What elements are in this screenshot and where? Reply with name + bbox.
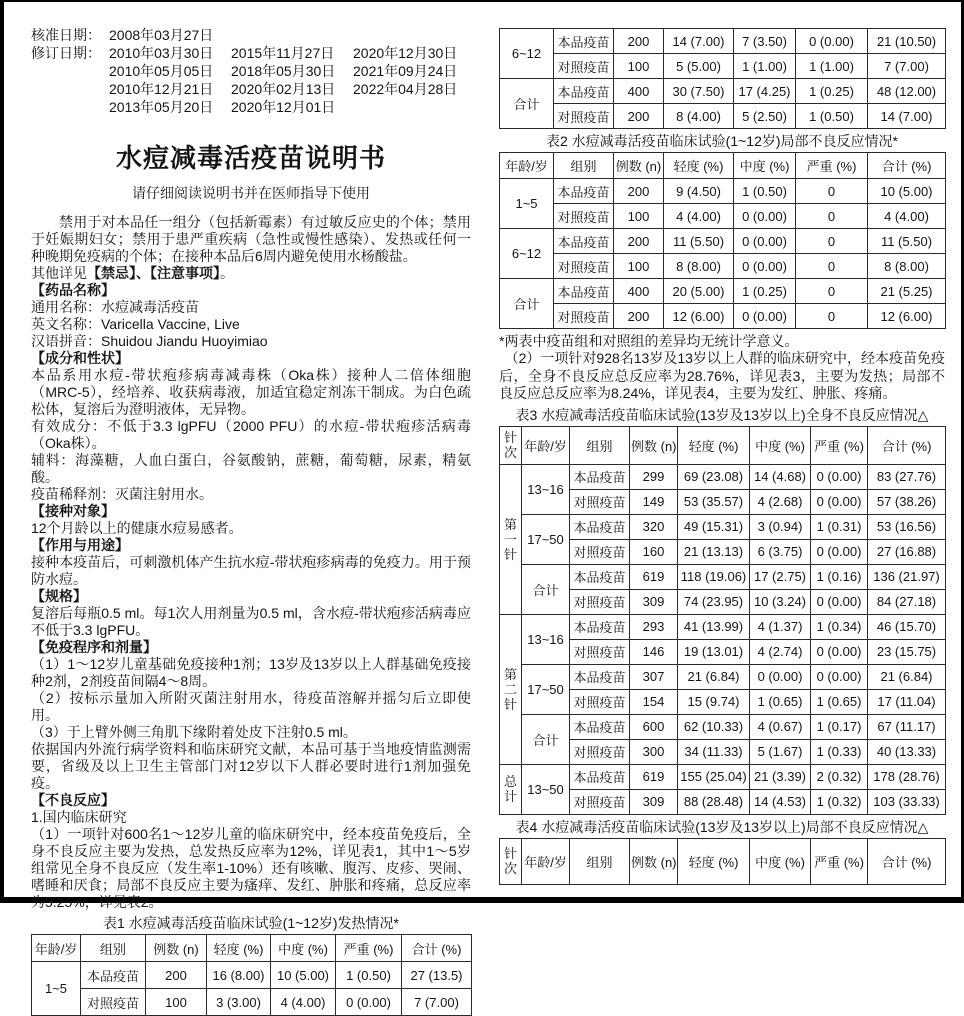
- age-group-cell: 6~12: [500, 29, 554, 79]
- table1-caption: 表1 水痘减毒活疫苗临床试验(1~12岁)发热情况*: [103, 915, 399, 931]
- value-cell: 48 (12.00): [868, 79, 946, 104]
- data-table: [31, 934, 472, 1016]
- table-row: [500, 54, 946, 79]
- dose-number-cell: 第二针: [500, 614, 522, 764]
- table-header-row: [32, 935, 472, 962]
- column-header: 组别: [570, 426, 630, 464]
- column-header: 中度 (%): [271, 935, 336, 962]
- value-cell: 0: [796, 179, 868, 204]
- group-name-cell: 本品疫苗: [81, 962, 146, 989]
- paragraph: 英文名称：Varicella Vaccine, Live: [31, 316, 240, 332]
- revision-date-value: 2020年12月30日: [353, 45, 458, 61]
- value-cell: 69 (23.08): [678, 464, 750, 489]
- value-cell: 4 (2.74): [750, 639, 811, 664]
- value-cell: 200: [614, 304, 664, 329]
- value-cell: 0 (0.00): [796, 29, 868, 54]
- column-header: 年龄/岁: [522, 838, 570, 884]
- revision-date-label: [31, 62, 109, 80]
- table-header-row: [500, 838, 946, 884]
- revision-date-value: 2020年12月01日: [231, 99, 336, 115]
- table-row: [500, 229, 946, 254]
- group-name-cell: 对照疫苗: [570, 589, 630, 614]
- column-header: 年龄/岁: [500, 153, 554, 179]
- value-cell: 309: [630, 589, 678, 614]
- column-header: 中度 (%): [750, 426, 811, 464]
- paragraph: 接种本疫苗后，可刺激机体产生抗水痘-带状疱疹病毒的免疫力。用于预防水痘。: [31, 554, 471, 587]
- value-cell: 16 (8.00): [207, 962, 271, 989]
- group-name-cell: 对照疫苗: [570, 539, 630, 564]
- column-header: 针次: [500, 426, 522, 464]
- table3-caption: 表3 水痘减毒活疫苗临床试验(13岁及13岁以上)全身不良反应情况△: [515, 406, 929, 423]
- value-cell: 5 (5.00): [664, 54, 734, 79]
- table-row: [500, 79, 946, 104]
- revision-date-value: 2021年09月24日: [353, 63, 458, 79]
- table1-continuation: [499, 28, 945, 129]
- value-cell: 154: [630, 689, 678, 714]
- paragraph: [31, 265, 471, 282]
- value-cell: 10 (3.24): [750, 589, 811, 614]
- group-name-cell: 本品疫苗: [554, 29, 614, 54]
- value-cell: 0 (0.00): [811, 639, 868, 664]
- column-header: 合计 (%): [868, 153, 946, 179]
- group-name-cell: 对照疫苗: [554, 204, 614, 229]
- value-cell: 1 (0.50): [734, 179, 796, 204]
- text-span: 其他详见: [31, 265, 87, 281]
- data-table: [499, 838, 946, 885]
- paragraph: 辅料：海藻糖，人血白蛋白，谷氨酸钠，蔗糖，葡萄糖，尿素，精氨酸。: [31, 452, 471, 485]
- value-cell: 118 (19.06): [678, 564, 750, 589]
- paragraph: 依据国内外流行病学资料和临床研究文献，本品可基于当地疫情监测需要，省级及以上卫生主管部门对12岁以下人群必要时进行1剂加强免疫。: [31, 741, 471, 791]
- age-group-cell: 合计: [500, 279, 554, 329]
- value-cell: 4 (2.68): [750, 489, 811, 514]
- value-cell: 146: [630, 639, 678, 664]
- group-name-cell: 对照疫苗: [554, 54, 614, 79]
- value-cell: 7 (7.00): [402, 989, 472, 1016]
- dose-number-cell: 第一针: [500, 464, 522, 614]
- table-row: [500, 304, 946, 329]
- data-table: [499, 426, 946, 815]
- left-column: [31, 26, 471, 1011]
- group-name-cell: 本品疫苗: [554, 229, 614, 254]
- column-header: 轻度 (%): [678, 426, 750, 464]
- table-row: [500, 714, 946, 739]
- value-cell: 136 (21.97): [868, 564, 946, 589]
- value-cell: 400: [614, 79, 664, 104]
- value-cell: 62 (10.33): [678, 714, 750, 739]
- value-cell: 4 (1.37): [750, 614, 811, 639]
- value-cell: 27 (16.88): [868, 539, 946, 564]
- dose-number-cell: 总计: [500, 764, 522, 814]
- table-row: [500, 664, 946, 689]
- value-cell: 14 (4.68): [750, 464, 811, 489]
- value-cell: 200: [614, 179, 664, 204]
- value-cell: 619: [630, 564, 678, 589]
- value-cell: 57 (38.26): [868, 489, 946, 514]
- table-header-row: [500, 426, 946, 464]
- column-header: 中度 (%): [734, 153, 796, 179]
- value-cell: 27 (13.5): [402, 962, 472, 989]
- page-title: 水痘减毒活疫苗说明书: [115, 143, 386, 173]
- value-cell: 34 (11.33): [678, 739, 750, 764]
- paragraph: 通用名称：水痘减毒活疫苗: [31, 299, 199, 315]
- value-cell: 1 (0.17): [811, 714, 868, 739]
- value-cell: 4 (4.00): [868, 204, 946, 229]
- section-heading: 【作用与用途】: [31, 537, 129, 553]
- value-cell: 619: [630, 764, 678, 789]
- value-cell: 21 (10.50): [868, 29, 946, 54]
- value-cell: 1 (0.31): [811, 514, 868, 539]
- section-heading: 【接种对象】: [31, 503, 115, 519]
- value-cell: 1 (0.34): [811, 614, 868, 639]
- value-cell: 1 (1.00): [796, 54, 868, 79]
- group-name-cell: 本品疫苗: [570, 614, 630, 639]
- paragraph: （3）于上臂外侧三角肌下缘附着处皮下注射0.5 ml。: [31, 724, 357, 740]
- value-cell: 6 (3.75): [750, 539, 811, 564]
- value-cell: 14 (7.00): [664, 29, 734, 54]
- revision-date-row: [31, 44, 471, 62]
- table-row: [500, 104, 946, 129]
- text-span: 。: [220, 265, 234, 281]
- table3-container: [499, 426, 945, 815]
- tables-footnote: *两表中疫苗组和对照组的差异均无统计学意义。: [499, 333, 799, 349]
- revision-date-value: 2010年05月05日: [109, 63, 214, 79]
- value-cell: 0: [796, 279, 868, 304]
- value-cell: 4 (0.67): [750, 714, 811, 739]
- group-name-cell: 对照疫苗: [570, 789, 630, 814]
- value-cell: 5 (2.50): [734, 104, 796, 129]
- data-table: [499, 152, 946, 329]
- group-name-cell: 对照疫苗: [81, 989, 146, 1016]
- dates-block: [31, 26, 471, 116]
- value-cell: 21 (6.84): [678, 664, 750, 689]
- value-cell: 23 (15.75): [868, 639, 946, 664]
- value-cell: 14 (4.53): [750, 789, 811, 814]
- value-cell: 0 (0.00): [734, 304, 796, 329]
- paragraph: 疫苗稀释剂：灭菌注射用水。: [31, 486, 213, 502]
- group-name-cell: 本品疫苗: [570, 764, 630, 789]
- group-name-cell: 对照疫苗: [554, 104, 614, 129]
- column-header: 组别: [81, 935, 146, 962]
- value-cell: 1 (0.65): [750, 689, 811, 714]
- value-cell: 8 (8.00): [868, 254, 946, 279]
- table2-caption: 表2 水痘减毒活疫苗临床试验(1~12岁)局部不良反应情况*: [546, 133, 898, 149]
- column-header: 中度 (%): [750, 838, 811, 884]
- age-group-cell: 6~12: [500, 229, 554, 279]
- revision-date-row: [31, 80, 471, 98]
- column-header: 例数 (n): [630, 838, 678, 884]
- value-cell: 41 (13.99): [678, 614, 750, 639]
- table-row: [500, 464, 946, 489]
- value-cell: 200: [614, 229, 664, 254]
- table4-container: [499, 838, 945, 885]
- group-name-cell: 对照疫苗: [554, 304, 614, 329]
- value-cell: 17 (2.75): [750, 564, 811, 589]
- value-cell: 400: [614, 279, 664, 304]
- column-header: 轻度 (%): [678, 838, 750, 884]
- value-cell: 4 (4.00): [664, 204, 734, 229]
- approval-date-label: 核准日期：: [31, 27, 101, 43]
- value-cell: 0 (0.00): [811, 664, 868, 689]
- revision-date-value: 2010年12月21日: [109, 81, 214, 97]
- value-cell: 0 (0.00): [734, 204, 796, 229]
- table-row: [500, 614, 946, 639]
- table-row: [500, 514, 946, 539]
- body-text: [31, 214, 471, 911]
- table-row: [500, 179, 946, 204]
- revision-date-value: 2020年02月13日: [231, 81, 336, 97]
- value-cell: 0 (0.00): [811, 464, 868, 489]
- paragraph: 禁用于对本品任一组分（包括新霉素）有过敏反应史的个体；禁用于妊娠期妇女；禁用于患严重疾病（急性或慢性感染）、发热或任何一种晚期免疫病的个体；在接种本品后6周内避免使用水杨酸盐。: [31, 214, 471, 264]
- section-heading: 【免疫程序和剂量】: [31, 639, 157, 655]
- value-cell: 0 (0.00): [811, 539, 868, 564]
- table-row: [500, 564, 946, 589]
- paragraph: （1）一项针对600名1～12岁儿童的临床研究中，经本疫苗免疫后，全身不良反应主要为发热，总发热反应率为12%，详见表1，其中1～5岁组常见全身不良反应（发生率1-10%）还有咳嗽、腹泻、皮疹、哭闹、嗜睡和厌食；局部不良反应主要为瘙痒、发红、肿胀和疼痛，总反应率为5.25%，详见表2。: [31, 826, 471, 910]
- value-cell: 100: [614, 54, 664, 79]
- age-group-cell: 合计: [522, 564, 570, 614]
- value-cell: 21 (5.25): [868, 279, 946, 304]
- value-cell: 160: [630, 539, 678, 564]
- group-name-cell: 对照疫苗: [554, 254, 614, 279]
- value-cell: 8 (8.00): [664, 254, 734, 279]
- column-header: 针次: [500, 838, 522, 884]
- value-cell: 0 (0.00): [750, 664, 811, 689]
- approval-date-row: [31, 26, 471, 44]
- column-header: 组别: [570, 838, 630, 884]
- value-cell: 149: [630, 489, 678, 514]
- value-cell: 309: [630, 789, 678, 814]
- page-subtitle: 请仔细阅读说明书并在医师指导下使用: [132, 185, 370, 201]
- value-cell: 20 (5.00): [664, 279, 734, 304]
- table-row: [32, 989, 472, 1016]
- value-cell: 3 (0.94): [750, 514, 811, 539]
- right-column: [499, 26, 945, 889]
- group-name-cell: 本品疫苗: [570, 664, 630, 689]
- value-cell: 1 (0.50): [336, 962, 402, 989]
- table-row: [500, 764, 946, 789]
- paragraph: 1.国内临床研究: [31, 809, 127, 825]
- value-cell: 1 (0.32): [811, 789, 868, 814]
- revision-date-value: 2010年03月30日: [109, 45, 214, 61]
- revision-date-row: [31, 98, 471, 116]
- group-name-cell: 本品疫苗: [570, 514, 630, 539]
- value-cell: 103 (33.33): [868, 789, 946, 814]
- column-header: 严重 (%): [811, 426, 868, 464]
- value-cell: 2 (0.32): [811, 764, 868, 789]
- value-cell: 10 (5.00): [868, 179, 946, 204]
- value-cell: 4 (4.00): [271, 989, 336, 1016]
- value-cell: 11 (5.50): [868, 229, 946, 254]
- age-group-cell: 合计: [500, 79, 554, 129]
- column-header: 合计 (%): [402, 935, 472, 962]
- paragraph: 本品系用水痘-带状疱疹病毒减毒株（Oka株）接种人二倍体细胞（MRC-5），经培养、收获病毒液，加适宜稳定剂冻干制成。为白色疏松体，复溶后为澄明液体，无异物。: [31, 367, 471, 417]
- value-cell: 9 (4.50): [664, 179, 734, 204]
- section-heading: 【规格】: [31, 588, 87, 604]
- value-cell: 0 (0.00): [811, 489, 868, 514]
- value-cell: 1 (0.25): [734, 279, 796, 304]
- value-cell: 1 (1.00): [734, 54, 796, 79]
- revision-dates: [31, 44, 471, 116]
- age-group-cell: 13~16: [522, 464, 570, 514]
- value-cell: 14 (7.00): [868, 104, 946, 129]
- table-row: [500, 279, 946, 304]
- value-cell: 300: [630, 739, 678, 764]
- age-group-cell: 13~50: [522, 764, 570, 814]
- value-cell: 600: [630, 714, 678, 739]
- paragraph: 12个月龄以上的健康水痘易感者。: [31, 520, 243, 536]
- value-cell: 53 (16.56): [868, 514, 946, 539]
- group-name-cell: 本品疫苗: [554, 79, 614, 104]
- column-header: 合计 (%): [868, 838, 946, 884]
- value-cell: 299: [630, 464, 678, 489]
- value-cell: 307: [630, 664, 678, 689]
- group-name-cell: 本品疫苗: [570, 714, 630, 739]
- paragraph: 汉语拼音：Shuidou Jiandu Huoyimiao: [31, 333, 268, 349]
- column-header: 组别: [554, 153, 614, 179]
- value-cell: 40 (13.33): [868, 739, 946, 764]
- value-cell: 200: [146, 962, 207, 989]
- value-cell: 30 (7.50): [664, 79, 734, 104]
- value-cell: 0 (0.00): [734, 254, 796, 279]
- value-cell: 17 (11.04): [868, 689, 946, 714]
- value-cell: 0 (0.00): [336, 989, 402, 1016]
- column-header: 严重 (%): [796, 153, 868, 179]
- column-header: 年龄/岁: [32, 935, 81, 962]
- table2-container: [499, 152, 945, 329]
- value-cell: 320: [630, 514, 678, 539]
- value-cell: 88 (28.48): [678, 789, 750, 814]
- data-table: [499, 28, 946, 129]
- value-cell: 155 (25.04): [678, 764, 750, 789]
- column-header: 轻度 (%): [207, 935, 271, 962]
- table-row: [500, 204, 946, 229]
- group-name-cell: 对照疫苗: [570, 639, 630, 664]
- value-cell: 12 (6.00): [868, 304, 946, 329]
- value-cell: 17 (4.25): [734, 79, 796, 104]
- paragraph: 有效成分：不低于3.3 lgPFU（2000 PFU）的水痘-带状疱疹活病毒（Oka株）。: [31, 418, 471, 451]
- column-header: 年龄/岁: [522, 426, 570, 464]
- value-cell: 1 (0.65): [811, 689, 868, 714]
- value-cell: 74 (23.95): [678, 589, 750, 614]
- revision-date-value: [353, 98, 475, 116]
- paragraph: （2）按标示量加入所附灭菌注射用水，待疫苗溶解并摇匀后立即使用。: [31, 690, 471, 723]
- value-cell: 53 (35.57): [678, 489, 750, 514]
- revision-date-value: 2022年04月28日: [353, 81, 458, 97]
- group-name-cell: 对照疫苗: [570, 489, 630, 514]
- value-cell: 7 (3.50): [734, 29, 796, 54]
- revision-date-label: 修订日期：: [31, 45, 101, 61]
- group-name-cell: 对照疫苗: [570, 739, 630, 764]
- revision-date-value: 2013年05月20日: [109, 99, 214, 115]
- column-header: 例数 (n): [630, 426, 678, 464]
- column-header: 合计 (%): [868, 426, 946, 464]
- revision-date-row: [31, 62, 471, 80]
- age-group-cell: 13~16: [522, 614, 570, 664]
- revision-date-value: 2015年11月27日: [231, 45, 335, 61]
- value-cell: 200: [614, 104, 664, 129]
- column-header: 轻度 (%): [664, 153, 734, 179]
- value-cell: 100: [614, 204, 664, 229]
- paragraph-study2: （2）一项针对928名13岁及13岁以上人群的临床研究中，经本疫苗免疫后，全身不良反应总反应率为28.76%，详见表3，主要为发热；局部不良反应总反应率为8.24%，详见表4，主要为发红、肿胀、疼痛。: [499, 350, 945, 401]
- paragraph: （1）1～12岁儿童基础免疫接种1剂；13岁及13岁以上人群基础免疫接种2剂，2剂疫苗间隔4～8周。: [31, 656, 471, 689]
- value-cell: 7 (7.00): [868, 54, 946, 79]
- value-cell: 5 (1.67): [750, 739, 811, 764]
- value-cell: 0: [796, 304, 868, 329]
- group-name-cell: 对照疫苗: [570, 689, 630, 714]
- value-cell: 21 (3.39): [750, 764, 811, 789]
- value-cell: 12 (6.00): [664, 304, 734, 329]
- section-heading: 【药品名称】: [31, 282, 115, 298]
- value-cell: 1 (0.16): [811, 564, 868, 589]
- revision-date-value: 2018年05月30日: [231, 63, 336, 79]
- table-row: [32, 962, 472, 989]
- group-name-cell: 本品疫苗: [570, 564, 630, 589]
- value-cell: 21 (6.84): [868, 664, 946, 689]
- age-group-cell: 17~50: [522, 664, 570, 714]
- value-cell: 0 (0.00): [811, 589, 868, 614]
- value-cell: 21 (13.13): [678, 539, 750, 564]
- value-cell: 1 (0.50): [796, 104, 868, 129]
- value-cell: 8 (4.00): [664, 104, 734, 129]
- value-cell: 67 (11.17): [868, 714, 946, 739]
- column-header: 严重 (%): [336, 935, 402, 962]
- revision-date-label: [31, 80, 109, 98]
- age-group-cell: 1~5: [500, 179, 554, 229]
- table-row: [500, 254, 946, 279]
- value-cell: 1 (0.25): [796, 79, 868, 104]
- column-header: 例数 (n): [146, 935, 207, 962]
- value-cell: 100: [146, 989, 207, 1016]
- value-cell: 0: [796, 229, 868, 254]
- value-cell: 1 (0.33): [811, 739, 868, 764]
- age-group-cell: 合计: [522, 714, 570, 764]
- value-cell: 0 (0.00): [734, 229, 796, 254]
- value-cell: 84 (27.18): [868, 589, 946, 614]
- value-cell: 200: [614, 29, 664, 54]
- value-cell: 178 (28.76): [868, 764, 946, 789]
- value-cell: 83 (27.76): [868, 464, 946, 489]
- value-cell: 46 (15.70): [868, 614, 946, 639]
- value-cell: 0: [796, 204, 868, 229]
- value-cell: 3 (3.00): [207, 989, 271, 1016]
- age-group-cell: 1~5: [32, 962, 81, 1016]
- table-header-row: [500, 153, 946, 179]
- section-heading: 【成分和性状】: [31, 350, 129, 366]
- value-cell: 0: [796, 254, 868, 279]
- value-cell: 11 (5.50): [664, 229, 734, 254]
- table-row: [500, 29, 946, 54]
- value-cell: 100: [614, 254, 664, 279]
- group-name-cell: 本品疫苗: [554, 279, 614, 304]
- column-header: 例数 (n): [614, 153, 664, 179]
- value-cell: 10 (5.00): [271, 962, 336, 989]
- value-cell: 49 (15.31): [678, 514, 750, 539]
- value-cell: 293: [630, 614, 678, 639]
- group-name-cell: 本品疫苗: [570, 464, 630, 489]
- approval-date-value: 2008年03月27日: [109, 27, 214, 43]
- column-header: 严重 (%): [811, 838, 868, 884]
- paragraph: 复溶后每瓶0.5 ml。每1次人用剂量为0.5 ml，含水痘-带状疱疹活病毒应不低于3.3 lgPFU。: [31, 605, 471, 638]
- value-cell: 15 (9.74): [678, 689, 750, 714]
- text-span: 【禁忌】、【注意事项】: [87, 265, 220, 281]
- age-group-cell: 17~50: [522, 514, 570, 564]
- group-name-cell: 本品疫苗: [554, 179, 614, 204]
- value-cell: 19 (13.01): [678, 639, 750, 664]
- section-heading: 【不良反应】: [31, 792, 115, 808]
- table4-caption: 表4 水痘减毒活疫苗临床试验(13岁及13岁以上)局部不良反应情况△: [515, 818, 929, 835]
- revision-date-label: [31, 98, 109, 116]
- table1-left-part: [31, 934, 471, 1016]
